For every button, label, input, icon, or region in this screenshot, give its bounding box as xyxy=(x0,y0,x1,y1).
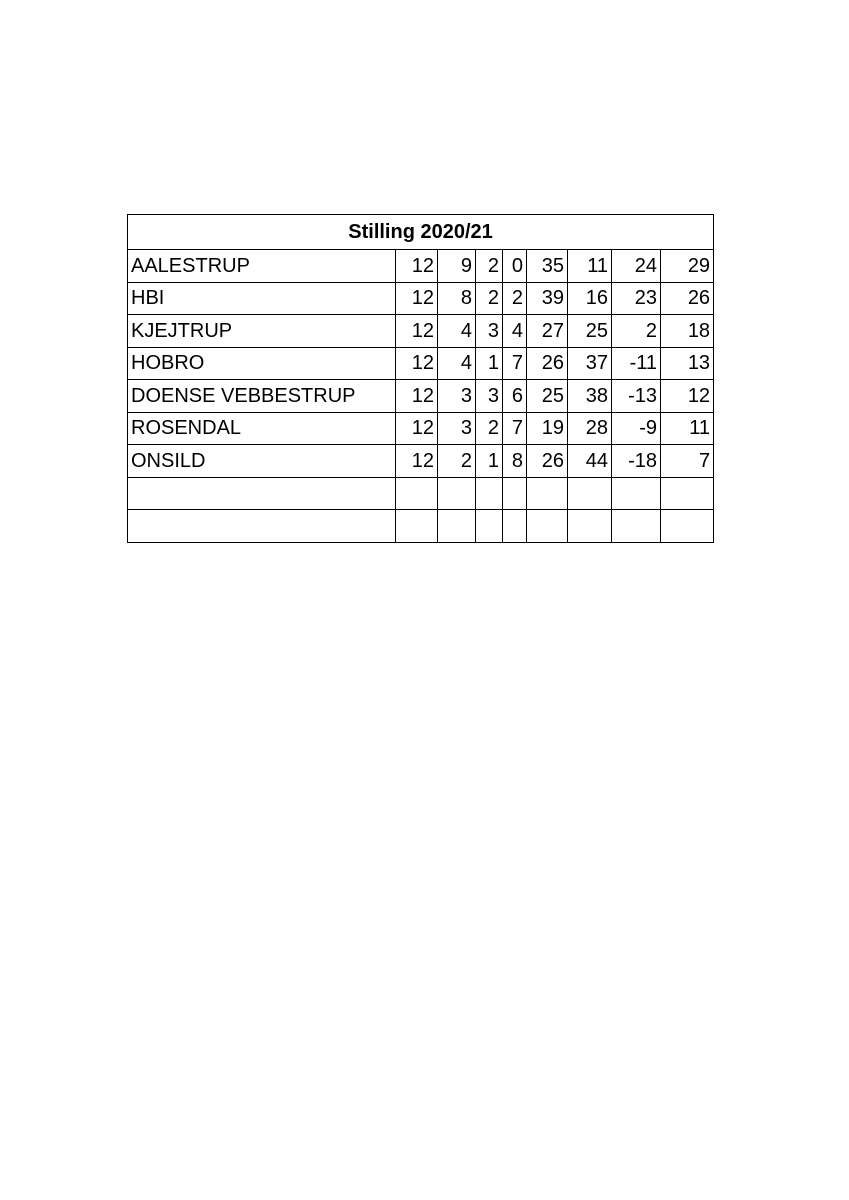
stat-cell: 4 xyxy=(438,347,476,380)
stat-cell: 19 xyxy=(527,412,568,445)
stat-cell: 12 xyxy=(396,282,438,315)
stat-cell: 8 xyxy=(438,282,476,315)
stat-cell: 12 xyxy=(396,347,438,380)
stat-cell: 0 xyxy=(503,250,527,283)
stat-cell: 25 xyxy=(527,380,568,413)
stat-cell: 39 xyxy=(527,282,568,315)
stat-cell: 11 xyxy=(661,412,714,445)
stat-cell: 2 xyxy=(438,445,476,478)
stat-cell xyxy=(568,477,612,510)
stat-cell: 37 xyxy=(568,347,612,380)
stat-cell xyxy=(527,477,568,510)
table-row xyxy=(128,315,714,348)
stat-cell: 16 xyxy=(568,282,612,315)
stat-cell: 12 xyxy=(396,250,438,283)
stat-cell: -13 xyxy=(612,380,661,413)
stat-cell: 4 xyxy=(503,315,527,348)
stat-cell xyxy=(396,510,438,543)
stat-cell: 44 xyxy=(568,445,612,478)
table-row xyxy=(128,347,714,380)
stat-cell xyxy=(476,510,503,543)
stat-cell: 26 xyxy=(527,445,568,478)
stat-cell: 26 xyxy=(527,347,568,380)
stat-cell xyxy=(661,510,714,543)
table-row xyxy=(128,380,714,413)
stat-cell: 7 xyxy=(503,412,527,445)
stat-cell: 3 xyxy=(438,412,476,445)
stat-cell: 29 xyxy=(661,250,714,283)
standings-body xyxy=(128,215,714,543)
stat-cell: 12 xyxy=(396,445,438,478)
stat-cell: 24 xyxy=(612,250,661,283)
stat-cell xyxy=(612,477,661,510)
stat-cell xyxy=(661,477,714,510)
stat-cell xyxy=(396,477,438,510)
stat-cell: 2 xyxy=(503,282,527,315)
stat-cell: 27 xyxy=(527,315,568,348)
stat-cell: 2 xyxy=(476,250,503,283)
stat-cell: 8 xyxy=(503,445,527,478)
table-row xyxy=(128,282,714,315)
table-row xyxy=(128,477,714,510)
table-row xyxy=(128,250,714,283)
stat-cell: 18 xyxy=(661,315,714,348)
stat-cell: 12 xyxy=(396,380,438,413)
stat-cell xyxy=(527,510,568,543)
stat-cell: 38 xyxy=(568,380,612,413)
stat-cell: 4 xyxy=(438,315,476,348)
stat-cell xyxy=(476,477,503,510)
table-title: Stilling 2020/21 xyxy=(128,215,714,250)
stat-cell: 3 xyxy=(438,380,476,413)
title-row xyxy=(128,215,714,250)
stat-cell: -9 xyxy=(612,412,661,445)
stat-cell: 1 xyxy=(476,347,503,380)
stat-cell: 35 xyxy=(527,250,568,283)
stat-cell: 3 xyxy=(476,380,503,413)
stat-cell xyxy=(503,510,527,543)
stat-cell: 28 xyxy=(568,412,612,445)
stat-cell xyxy=(438,477,476,510)
stat-cell xyxy=(438,510,476,543)
stat-cell xyxy=(568,510,612,543)
stat-cell: 1 xyxy=(476,445,503,478)
stat-cell xyxy=(612,510,661,543)
table-row xyxy=(128,445,714,478)
stat-cell: 9 xyxy=(438,250,476,283)
stat-cell: 25 xyxy=(568,315,612,348)
stat-cell xyxy=(503,477,527,510)
team-name-cell: HOBRO xyxy=(128,347,396,380)
stat-cell: 12 xyxy=(396,412,438,445)
stat-cell: 2 xyxy=(476,412,503,445)
team-name-cell xyxy=(128,510,396,543)
standings-table xyxy=(127,214,714,543)
stat-cell: 3 xyxy=(476,315,503,348)
stat-cell: 7 xyxy=(661,445,714,478)
stat-cell: 2 xyxy=(476,282,503,315)
stat-cell: 11 xyxy=(568,250,612,283)
stat-cell: 13 xyxy=(661,347,714,380)
table-row xyxy=(128,412,714,445)
stat-cell: 12 xyxy=(396,315,438,348)
stat-cell: 2 xyxy=(612,315,661,348)
stat-cell: 7 xyxy=(503,347,527,380)
stat-cell: 23 xyxy=(612,282,661,315)
team-name-cell: ONSILD xyxy=(128,445,396,478)
stat-cell: 6 xyxy=(503,380,527,413)
team-name-cell xyxy=(128,477,396,510)
stat-cell: 26 xyxy=(661,282,714,315)
team-name-cell: KJEJTRUP xyxy=(128,315,396,348)
team-name-cell: HBI xyxy=(128,282,396,315)
team-name-cell: DOENSE VEBBESTRUP xyxy=(128,380,396,413)
stat-cell: -11 xyxy=(612,347,661,380)
team-name-cell: AALESTRUP xyxy=(128,250,396,283)
table-row xyxy=(128,510,714,543)
stat-cell: -18 xyxy=(612,445,661,478)
stat-cell: 12 xyxy=(661,380,714,413)
team-name-cell: ROSENDAL xyxy=(128,412,396,445)
